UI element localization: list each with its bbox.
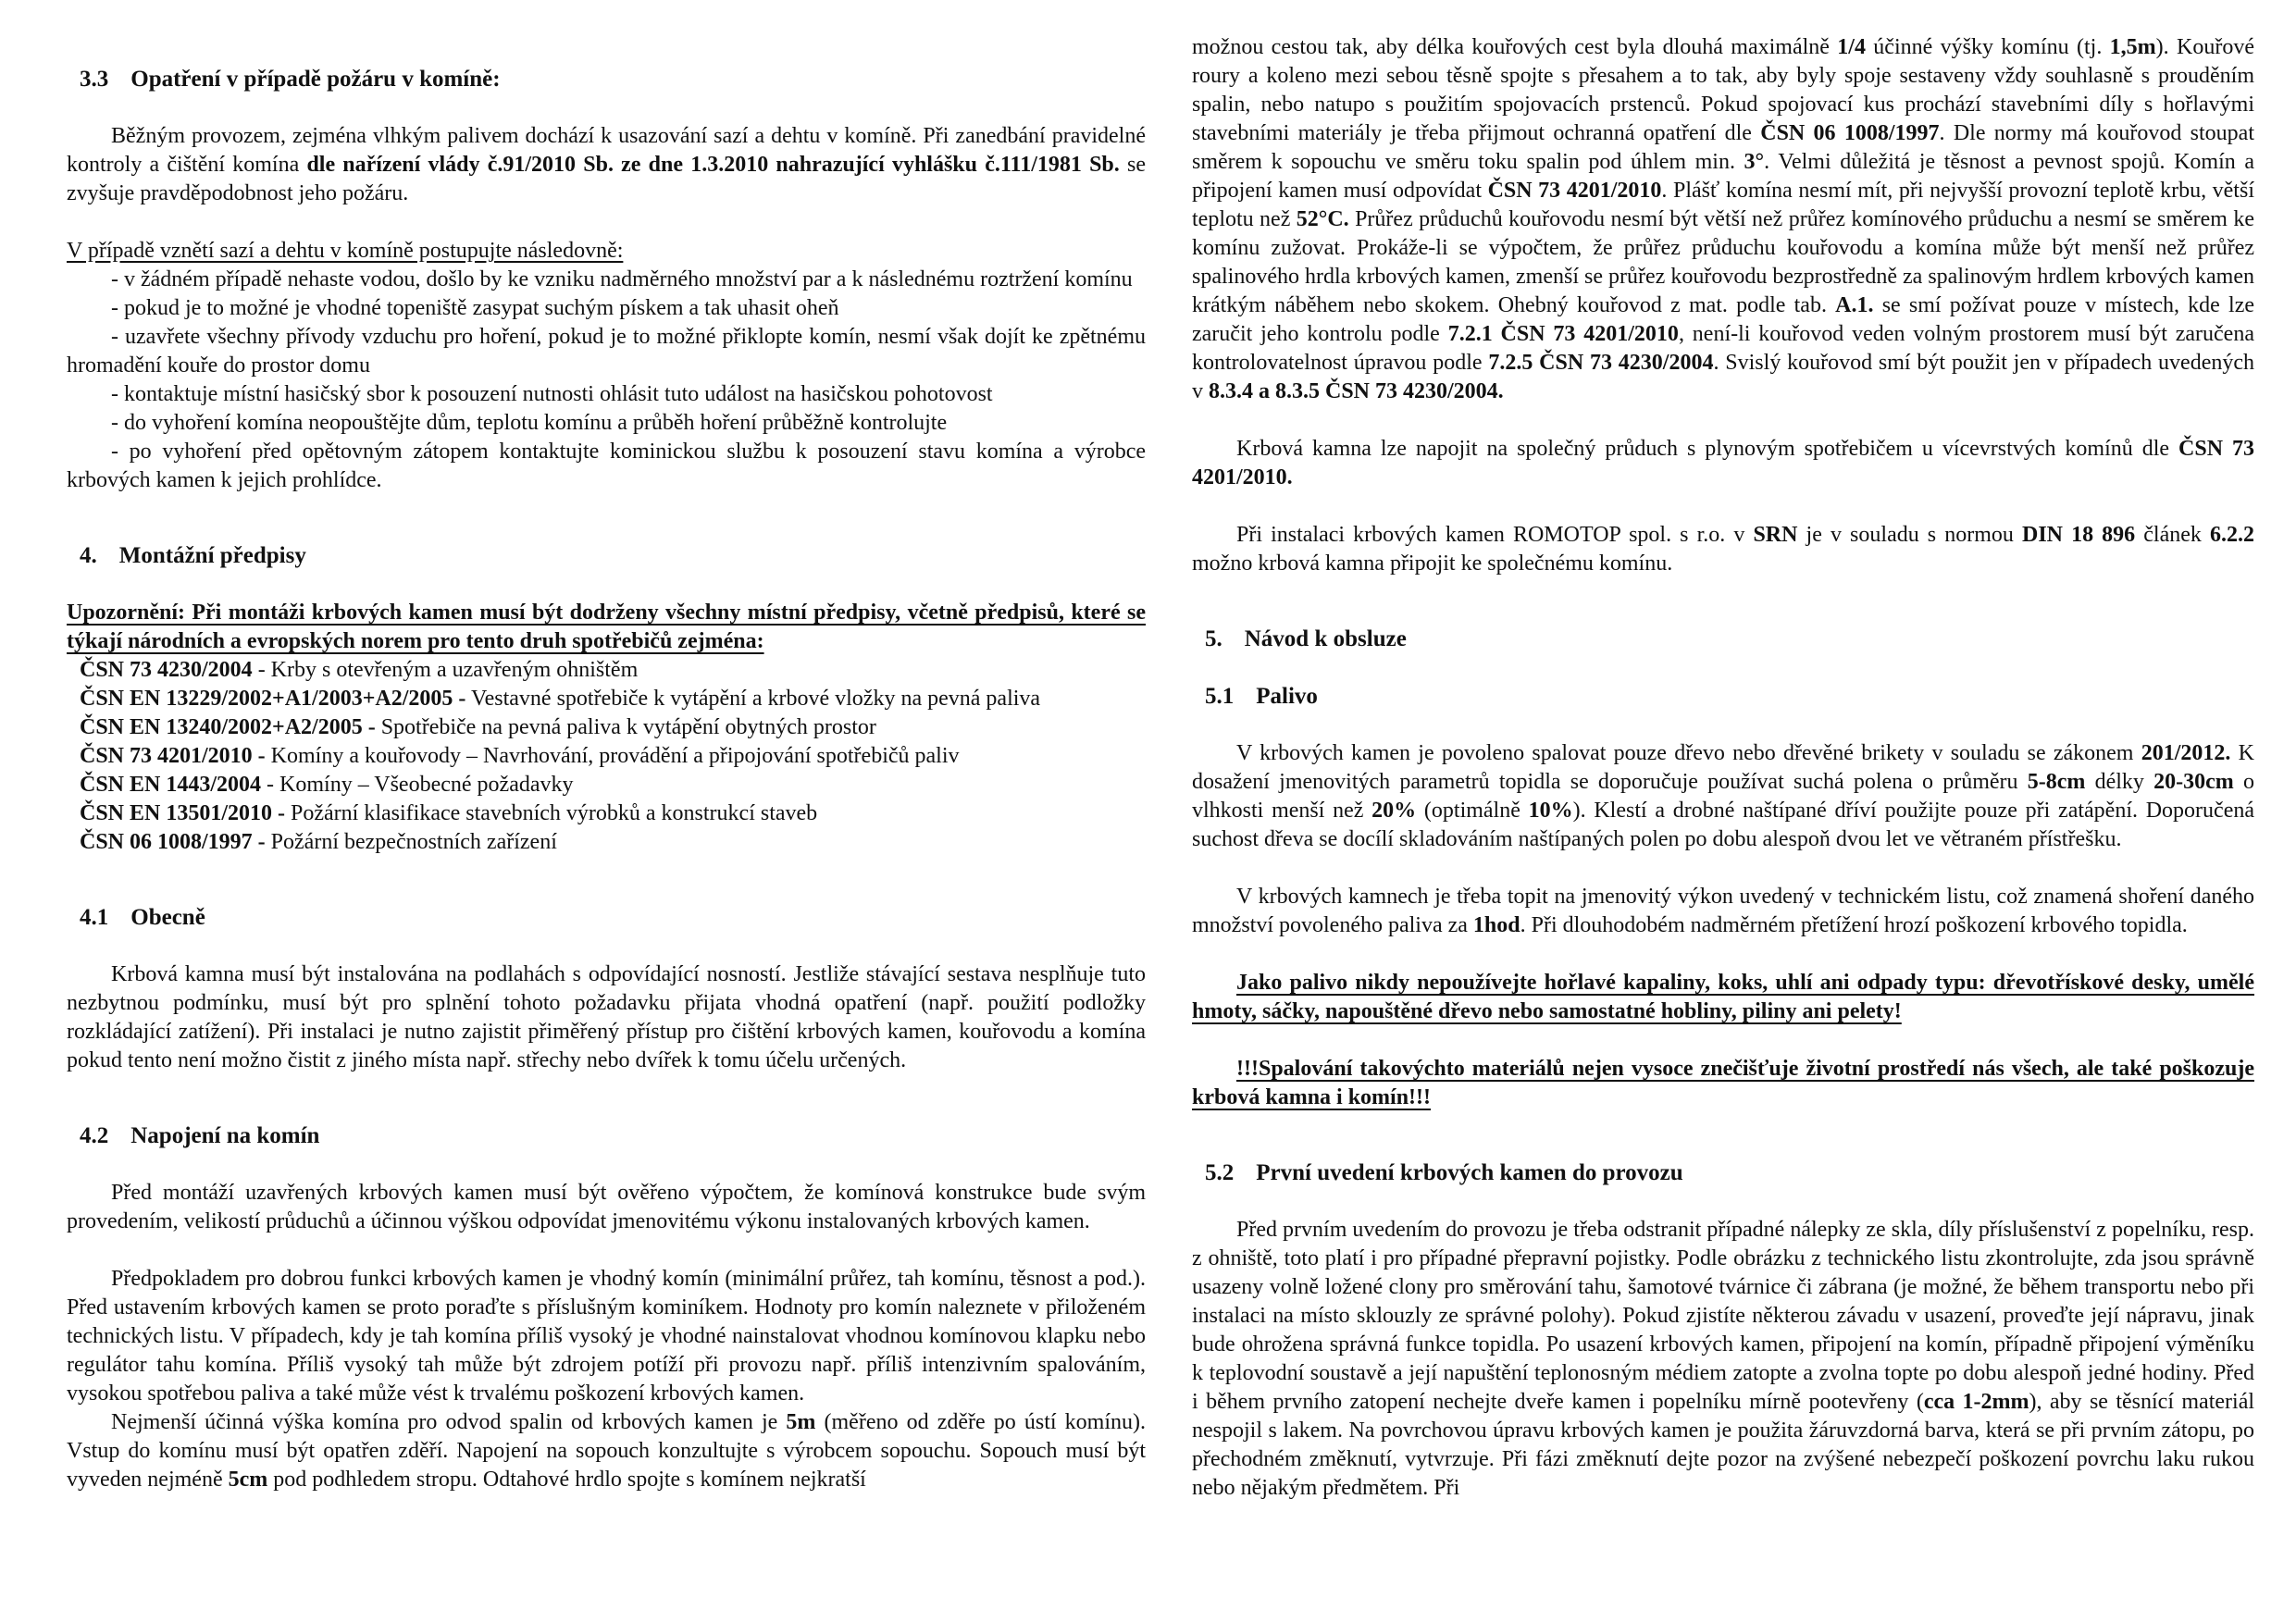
text-run: K dosažení jmenovitých parametrů topidla se doporučuje používat suchá polena o průměru (1192, 741, 2254, 794)
spacer (67, 932, 1146, 960)
norm-description: Spotřebiče na pevná paliva k vytápění obytných prostor (375, 715, 876, 739)
text-run: Jako palivo nikdy nepoužívejte hořlavé kapaliny, koks, uhlí ani odpady typu: dřevotřískové desky, umělé hmoty, sáčky, napouštěné dřevo nebo samostatné hobliny, piliny ani pelety! (1192, 971, 2254, 1023)
list-item: - uzavřete všechny přívody vzduchu pro hoření, pokud je to možné přiklopte komín, nesmí však dojít ke zpětnému hromadění kouře do prostor domu (67, 325, 1146, 378)
text-run: . Velmi důležitá je těsnost a pevnost spojů. Komín a připojení kamen musí odpovídat (1192, 150, 2254, 203)
list-item: - pokud je to možné je vhodné topeniště zasypat suchým pískem a tak uhasit oheň (111, 296, 839, 320)
text-run: se smí požívat pouze v místech, kde lze zaručit jeho kontrolu podle (1192, 293, 2254, 346)
text-run: (měřeno od zděře po ústí komínu). Vstup do komínu musí být opatřen zděří. Napojení na sopouch konzultujte s výrobcem sopouchu. Sopouch musí být vyveden nejméně (67, 1410, 1146, 1492)
norm-description: - Komíny – Všeobecné požadavky (261, 773, 574, 797)
text-run: V krbových kamnech je třeba topit na jmenovitý výkon uvedený v technickém listu, což znamená shoření daného množství povoleného paliva za (1192, 885, 2254, 937)
paragraph (67, 237, 1146, 266)
text-run: ČSN 73 4201/2010 (1487, 179, 1662, 203)
spacer (1192, 711, 2254, 739)
text-run: Krbová kamna musí být instalována na podlahách s odpovídající nosností. Jestliže stávající sestava nesplňuje tuto nezbytnou podmínku, musí být pro splnění tohoto požadavku přijata vhodná opatření (např. použití podložky rozkládající zatížení). Při instalaci je nutno zajistit přiměřený přístup pro čištění krbových kamen, kouřovodu a komína pokud tento není možno čistit z jiného místa např. střechy nebo dvířek k tomu účelu určených. (67, 962, 1146, 1072)
paragraph (1192, 883, 2254, 940)
paragraph (67, 1179, 1146, 1236)
text-run: 20% (1371, 799, 1417, 823)
text-run: 3° (1744, 150, 1765, 174)
text-run: možno krbová kamna připojit ke společnému komínu. (1192, 551, 1673, 576)
heading-number: 4.2 (80, 1123, 109, 1148)
spacer (67, 1075, 1146, 1121)
text-run: 5cm (228, 1468, 268, 1492)
paragraph (1192, 33, 2254, 406)
text-run: o vlhkosti menší než (1192, 770, 2254, 823)
list-item: - do vyhoření komína neopouštějte dům, teplotu komínu a průběh hoření průběžně kontrolujte (111, 411, 948, 435)
list-item: - kontaktuje místní hasičský sbor k posouzení nutnosti ohlásit tuto událost na hasičskou pohotovost (111, 382, 993, 406)
paragraph (67, 1408, 1146, 1494)
spacer (1192, 406, 2254, 435)
text-run: Předpokladem pro dobrou funkci krbových kamen je vhodný komín (minimální průřez, tah komínu, těsnost a pod.). Před ustavením krbových kamen se proto poraďte s příslušným kominíkem. Hodnoty pro komín naleznete v přiloženém technických listu. V případech, kdy je tah komína příliš vysoký je vhodné nainstalovat vhodnou komínovou klapku nebo regulátor tahu komína. Příliš vysoký tah může být zdrojem potíží při provozu např. příliš intenzivním spalováním, vysokou spotřebou paliva a také může vést k trvalému poškození krbových kamen. (67, 1267, 1146, 1406)
section-heading (1192, 1158, 2254, 1187)
norm-code: ČSN EN 13229/2002+A1/2003+A2/2005 - (80, 687, 466, 711)
text-run: 1,5m (2109, 35, 2156, 59)
spacer (67, 857, 1146, 903)
norm-item (67, 713, 1146, 742)
norm-code: ČSN 73 4230/2004 (80, 658, 253, 682)
spacer (67, 495, 1146, 541)
text-run: (optimálně (1416, 799, 1529, 823)
heading-text: První uvedení krbových kamen do provozu (1256, 1160, 1683, 1185)
norm-item (67, 799, 1146, 828)
text-run: V krbových kamen je povoleno spalovat pouze dřevo nebo dřevěné brikety v souladu se zákonem (1236, 741, 2141, 765)
spacer (1192, 940, 2254, 969)
norm-code: ČSN 73 4201/2010 - (80, 744, 266, 768)
section-heading (67, 903, 1146, 932)
text-run: . Svislý kouřovod smí být použit jen v případech uvedených v (1192, 351, 2254, 403)
norm-item (67, 828, 1146, 857)
paragraph (1192, 739, 2254, 854)
heading-text: Obecně (130, 905, 205, 930)
paragraph (1192, 969, 2254, 1026)
paragraph (67, 960, 1146, 1075)
text-run: Při instalaci krbových kamen ROMOTOP spol. s r.o. v (1236, 523, 1754, 547)
list-item: - v žádném případě nehaste vodou, došlo by ke vzniku nadměrného množství par a k následnému roztržení komínu (111, 267, 1133, 291)
text-run: 1hod (1472, 913, 1520, 937)
text-run: Upozornění: Při montáži krbových kamen musí být dodrženy všechny místní předpisy, včetně předpisů, které se týkají národních a evropských norem pro tento druh spotřebičů zejména: (67, 601, 1146, 653)
text-run: !!!Spalování takovýchto materiálů nejen vysoce znečišťuje životní prostředí nás všech, ale také poškozuje krbová kamna i komín!!! (1192, 1057, 2254, 1109)
text-run: Před prvním uvedením do provozu je třeba odstranit případné nálepky ze skla, díly příslušenství z popelníku, resp. z ohniště, toto platí i pro případné přepravní pojistky. Podle obrázku z technického listu zkontrolujte, zda jsou správně usazeny volně ložené clony pro směrování tahu, šamotové tvárnice či zábrana (je možné, že během transportu nebo při instalaci na místo sklouzly ze správné polohy). Pokud zjistíte některou závadu v usazení, proveďte její nápravu, jinak bude ohrožena správná funkce topidla. Po usazení krbových kamen, připojení na komín, případně připojení výměníku k teplovodní soustavě a její napuštění teplonosným médiem zatopte a zvolna topte po dobu alespoň jedné hodiny. Před i během prvního zatopení nechejte dveře kamen i popelníku mírně pootevřeny ( (1192, 1218, 2254, 1414)
text-run: pod podhledem stropu. Odtahové hrdlo spojte s komínem nejkratší (267, 1468, 866, 1492)
text-run: je v souladu s normou (1797, 523, 2022, 547)
norm-item (67, 742, 1146, 771)
text-run: . Dle normy má kouřovod stoupat směrem k sopouchu ve směru toku spalin pod úhlem min. (1192, 121, 2255, 174)
text-run: SRN (1753, 523, 1798, 547)
spacer (1192, 1026, 2254, 1055)
spacer (1192, 854, 2254, 883)
norm-description: Vestavné spotřebiče k vytápění a krbové vložky na pevná paliva (465, 687, 1041, 711)
text-run: 5-8cm (2027, 770, 2086, 794)
heading-text: Návod k obsluze (1244, 626, 1407, 651)
spacer (1192, 492, 2254, 521)
list-item: - po vyhoření před opětovným zátopem kontaktujte kominickou službu k posouzení stavu komína a výrobce krbových kamen k jejich prohlídce. (67, 440, 1146, 492)
spacer (67, 570, 1146, 599)
section-heading (1192, 625, 2254, 653)
paragraph (1192, 435, 2254, 492)
norm-description: Požární bezpečnostních zařízení (265, 830, 557, 854)
paragraph (1192, 1055, 2254, 1112)
norm-description: Komíny a kouřovody – Navrhování, provádění a připojování spotřebičů paliv (265, 744, 960, 768)
text-run: ). Klestí a drobné naštípané dříví použijte pouze při zatápění. Doporučená suchost dřeva se docílí skladováním naštípaných polen po dobu alespoň dvou let ve větraném přístřešku. (1192, 799, 2254, 851)
text-run: Krbová kamna lze napojit na společný průduch s plynovým spotřebičem u vícevrstvých komínů dle (1236, 437, 2179, 461)
heading-text: Montážní předpisy (118, 543, 306, 568)
paragraph (1192, 1216, 2254, 1503)
spacer (67, 1236, 1146, 1265)
text-run: 10% (1528, 799, 1573, 823)
heading-text: Napojení na komín (130, 1123, 320, 1148)
section-heading (67, 1121, 1146, 1150)
text-run: 201/2012. (2141, 741, 2231, 765)
text-run: . Při dlouhodobém nadměrném přetížení hrozí poškození krbového topidla. (1520, 913, 2188, 937)
norm-code: ČSN EN 13240/2002+A2/2005 - (80, 715, 376, 739)
paragraph (67, 1265, 1146, 1408)
spacer (67, 208, 1146, 237)
heading-number: 5.1 (1205, 684, 1235, 709)
text-run: ). Kouřové roury a koleno mezi sebou těsně spojte s přesahem a to tak, aby byly spoje sestaveny vždy souhlasně s prouděním spalin, nebo natupo s použitím spojovacích prstenců. Pokud spojovací kus prochází stavebními díly s hořlavými stavebními materiály je třeba přijmout ochranná opatření dle (1192, 35, 2254, 145)
text-run: V případě vznětí sazí a dehtu v komíně postupujte následovně: (67, 239, 624, 263)
norm-code: ČSN 06 1008/1997 - (80, 830, 266, 854)
section-heading (67, 65, 1146, 93)
norm-code: ČSN EN 13501/2010 - (80, 801, 286, 825)
norm-item (67, 656, 1146, 685)
norm-code: ČSN EN 1443/2004 (80, 773, 262, 797)
norm-description: - Krby s otevřeným a uzavřeným ohništěm (252, 658, 639, 682)
section-heading (67, 541, 1146, 570)
text-run: 20-30cm (2153, 770, 2234, 794)
text-run: 7.2.5 ČSN 73 4230/2004 (1488, 351, 1714, 375)
text-run: . Plášť komína nesmí mít, při nejvyšší provozní teplotě krbu, větší teplotu než (1192, 179, 2254, 231)
text-run: 52°C. (1296, 207, 1349, 231)
spacer (1192, 1112, 2254, 1158)
spacer (67, 93, 1146, 122)
spacer (1192, 578, 2254, 625)
heading-number: 3.3 (80, 67, 109, 92)
norm-item (67, 771, 1146, 799)
heading-text: Opatření v případě požáru v komíně: (130, 67, 501, 92)
text-run: dle nařízení vlády č.91/2010 Sb. ze dne 1.3.2010 nahrazující vyhlášku č.111/1981 Sb. (306, 153, 1120, 177)
heading-text: Palivo (1256, 684, 1318, 709)
text-run: Nejmenší účinná výška komína pro odvod spalin od krbových kamen je (111, 1410, 787, 1434)
section-heading (1192, 682, 2254, 711)
text-run: ČSN 73 4201/2010. (1192, 437, 2254, 489)
text-run: 1/4 (1837, 35, 1866, 59)
column-left (67, 65, 1146, 1494)
text-run: účinné výšky komínu (tj. (1865, 35, 2110, 59)
spacer (67, 1150, 1146, 1179)
text-run: 8.3.4 a 8.3.5 ČSN 73 4230/2004. (1209, 379, 1504, 403)
text-run: ČSN 06 1008/1997 (1760, 121, 1940, 145)
heading-number: 4.1 (80, 905, 109, 930)
text-run: 7.2.1 ČSN 73 4201/2010 (1447, 322, 1679, 346)
heading-number: 4. (80, 543, 97, 568)
text-run: 5m (786, 1410, 816, 1434)
paragraph (67, 122, 1146, 208)
column-right (1192, 33, 2254, 1503)
text-run: Před montáží uzavřených krbových kamen musí být ověřeno výpočtem, že komínová konstrukce bude svým provedením, velikostí průduchů a účinnou výškou odpovídat jmenovitému výkonu instalovaných krbových kamen. (67, 1181, 1146, 1233)
text-run: se zvyšuje pravděpodobnost jeho požáru. (67, 153, 1146, 205)
text-run: DIN 18 896 (2022, 523, 2136, 547)
text-run: 6.2.2 (2210, 523, 2254, 547)
text-run: Průřez průduchů kouřovodu nesmí být větší než průřez komínového průduchu a nesmí se směrem ke komínu zužovat. Prokáže-li se výpočtem, že průřez průduchu kouřovodu a komína může být menší než průřez spalinového hrdla krbových kamen, zmenší se průřez kouřovodu bezprostředně za spalinovým hrdlem krbových kamen krátkým náběhem nebo skokem. Ohebný kouřovod z mat. podle tab. (1192, 207, 2254, 317)
text-run: , není-li kouřovod veden volným prostorem musí být zaručena kontrolovatelnost úpravou podle (1192, 322, 2254, 375)
text-run: Běžným provozem, zejména vlhkým palivem dochází k usazování sazí a dehtu v komíně. Při zanedbání pravidelné kontroly a čištění komína (67, 124, 1146, 177)
norm-item (67, 685, 1146, 713)
text-run: A.1. (1835, 293, 1874, 317)
text-run: možnou cestou tak, aby délka kouřových cest byla dlouhá maximálně (1192, 35, 1838, 59)
paragraph (67, 599, 1146, 656)
text-run: článek (2135, 523, 2210, 547)
heading-number: 5.2 (1205, 1160, 1235, 1185)
paragraph (1192, 521, 2254, 578)
spacer (1192, 1187, 2254, 1216)
text-run: ), aby se těsnící materiál nespojil s lakem. Na povrchovou úpravu krbových kamen je použita žáruvzdorná barva, která se při prvním zátopu, po přechodném změknutí, vytvrzuje. Při fázi změknutí dejte pozor na zvýšené nebezpečí poškození povrchu laku rukou nebo nějakým předmětem. Při (1192, 1390, 2255, 1500)
spacer (1192, 653, 2254, 682)
text-run: cca 1-2mm (1923, 1390, 2029, 1414)
text-run: délky (2085, 770, 2154, 794)
heading-number: 5. (1205, 626, 1222, 651)
norm-description: Požární klasifikace stavebních výrobků a konstrukcí staveb (285, 801, 818, 825)
